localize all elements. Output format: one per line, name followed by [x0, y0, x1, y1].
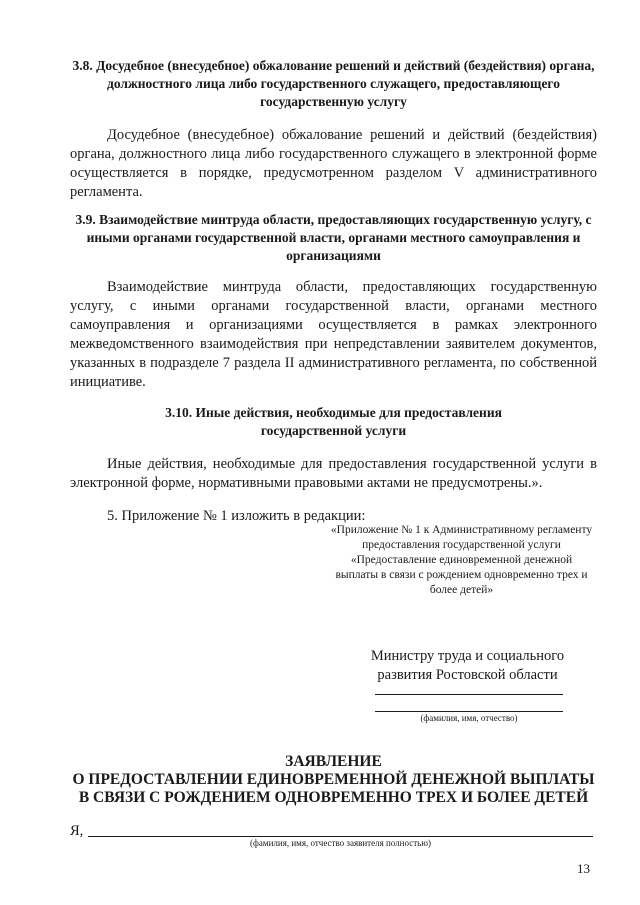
section-3-10-body: Иные действия, необходимые для предоставления государственной услуги в электронной форме, нормативными правовыми актами не предусмотрены.». — [70, 456, 597, 491]
statement-title: ЗАЯВЛЕНИЕ — [285, 753, 382, 770]
statement-subtitle-1: О ПРЕДОСТАВЛЕНИИ ЕДИНОВРЕМЕННОЙ ДЕНЕЖНОЙ ВЫПЛАТЫ — [72, 771, 595, 788]
section-3-9-heading: 3.9. Взаимодействие минтруда области, предоставляющих государственную услугу, с иными органами государственной власти, органами местного самоуправления и организациями — [75, 212, 592, 263]
signature-line-1 — [375, 694, 563, 695]
section-3-8-body: Досудебное (внесудебное) обжалование решений и действий (бездействия) органа, должностного лица либо государственного служащего в электронной форме осуществляется в порядке, предусмотренном разделом V административного регламента. — [70, 127, 597, 200]
signature-line-2 — [375, 711, 563, 712]
addressee-ministry: Министру труда и социального развития Ростовской области — [370, 648, 565, 683]
item-5-text: 5. Приложение № 1 изложить в редакции: — [107, 508, 366, 524]
appendix-header: «Приложение № 1 к Административному регламенту предоставления государственной услуги «Предоставление единовременной денежной выплаты в связи с рождением одновременно трех и более детей» — [330, 524, 593, 596]
section-3-9-body: Взаимодействие минтруда области, предоставляющих государственную услугу, с иными органами государственной власти, органами местного самоуправления и организациями осуществляется в рамках электронного межведомственного взаимодействия при непредставлении заявителем документов, указанных в подразделе 7 раздела II административного регламента, по собственной инициативе. — [70, 279, 597, 390]
applicant-prefix: Я, — [70, 823, 84, 839]
page-number: 13 — [577, 861, 590, 876]
applicant-name-line — [88, 836, 593, 837]
fio-caption: (фамилия, имя, отчество) — [420, 713, 518, 723]
section-3-8-heading: 3.8. Досудебное (внесудебное) обжалование решений и действий (бездействия) органа, должностного лица либо государственного служащего, предоставляющего государственную услугу — [72, 58, 595, 109]
section-3-10-heading: 3.10. Иные действия, необходимые для предоставления государственной услуги — [165, 405, 502, 438]
applicant-caption: (фамилия, имя, отчество заявителя полностью) — [250, 838, 431, 848]
statement-subtitle-2: В СВЯЗИ С РОЖДЕНИЕМ ОДНОВРЕМЕННО ТРЕХ И БОЛЕЕ ДЕТЕЙ — [78, 789, 589, 806]
